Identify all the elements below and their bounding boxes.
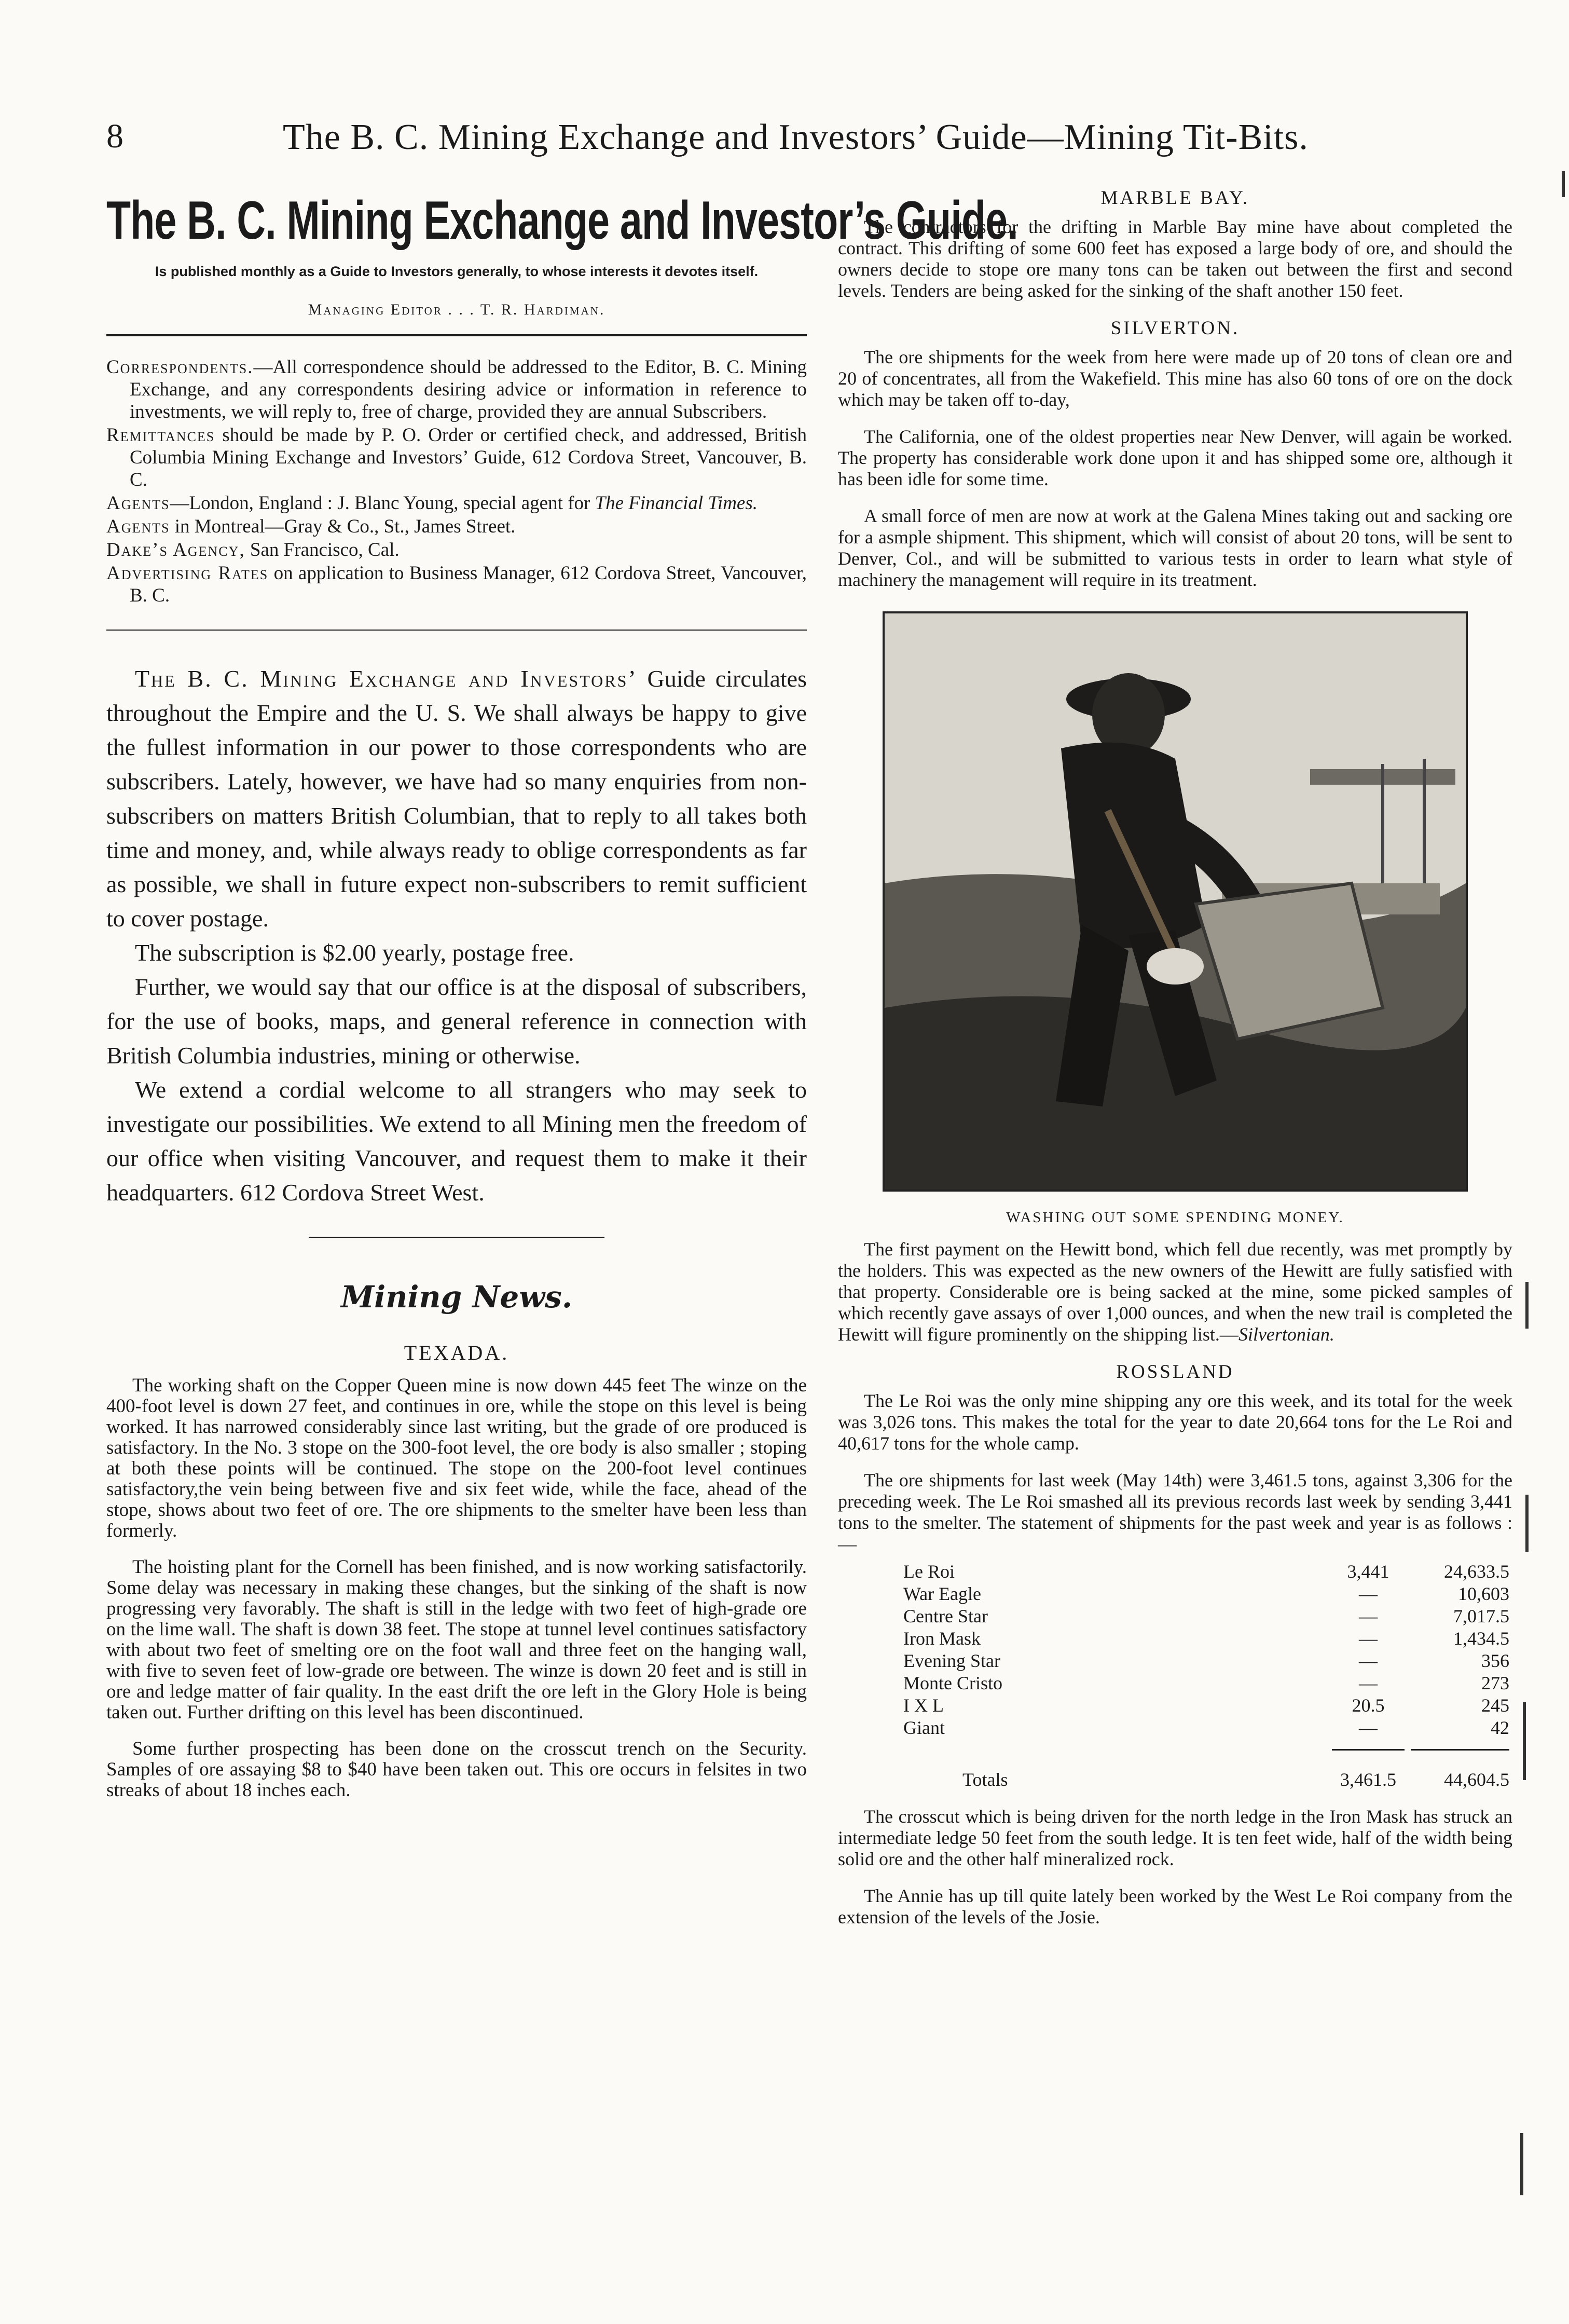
rossland-body	[838, 1390, 1512, 1555]
year-tons: 356	[1481, 1650, 1509, 1671]
hewitt-text: The first payment on the Hewitt bond, which fell due recently, was met promptly by the holders. This was expected as the new owners of the Hewitt are fully satisfied with that property. Considerable ore is being sacked at the mine, some picked samples of which recently gave assays of over 1,000 ounces, and when the new trail is completed the Hewitt will figure prominently on the shipping list.—	[838, 1239, 1512, 1345]
mine-name: Le Roi	[903, 1561, 955, 1582]
silverton-paragraph: A small force of men are now at work at the Galena Mines taking out and sacking ore for a asmple shipment. This shipment, which will consist of about 20 tons, will be sent to Denver, Col., and will be submitted to various tests in order to learn what style of machinery the management will require in its treatment.	[838, 505, 1512, 590]
mine-name: War Eagle	[903, 1583, 982, 1604]
intro-office: Further, we would say that our office is at the disposal of subscribers, for the use of books, maps, and general reference in connection with British Columbia industries, mining or otherwise.	[106, 974, 807, 1069]
masthead-title: The B. C. Mining Exchange and Investor’s Guide.	[106, 190, 1018, 251]
rossland-paragraph: The Annie has up till quite lately been worked by the West Le Roi company from the extension of the levels of the Josie.	[838, 1885, 1512, 1927]
mine-name: Giant	[903, 1717, 945, 1738]
rule-cell	[1408, 1739, 1512, 1761]
notice-text: in Montreal—Gray & Co., St., James Street.	[170, 516, 516, 537]
intro-lead-caps: The B. C. Mining Exchange and Investors’	[135, 665, 638, 692]
notice-text: on application to Business Manager, 612 Cordova Street, Vancouver, B. C.	[130, 563, 807, 606]
table-row	[900, 1627, 1512, 1649]
mine-name: I X L	[903, 1694, 944, 1716]
totals-rule-row	[900, 1739, 1512, 1761]
notice-lead: Agents	[106, 516, 170, 537]
mine-name: Monte Cristo	[903, 1672, 1003, 1693]
table-row	[900, 1649, 1512, 1672]
silverton-paragraph: The ore shipments for the week from here were made up of 20 tons of clean ore and 20 of concentrates, all from the Wakefield. This mine has also 60 tons of ore on the dock which may be taken off to-day,	[838, 347, 1512, 410]
managing-name: T. R. Hardiman.	[480, 301, 605, 318]
hewitt-paragraph	[838, 1239, 1512, 1345]
notice-lead: Remittances	[106, 425, 215, 446]
silverton-paragraph: The California, one of the oldest properties near New Denver, will again be worked. The property has considerable work done upon it and has shipped some ore, although it has been idle for some time.	[838, 426, 1512, 489]
table-row	[900, 1716, 1512, 1739]
notice-italic: The Financial Times.	[595, 493, 758, 514]
mine-name: Centre Star	[903, 1605, 988, 1626]
hewitt-body	[838, 1239, 1512, 1345]
shipments-table	[900, 1560, 1512, 1790]
week-tons: —	[1359, 1717, 1378, 1738]
week-tons: 20.5	[1352, 1694, 1385, 1716]
edge-mark	[1525, 1282, 1529, 1329]
notice-text: —London, England : J. Blanc Young, special agent for	[170, 493, 595, 514]
silverton-heading: SILVERTON.	[1110, 318, 1240, 339]
week-tons: 3,441	[1347, 1561, 1389, 1582]
photo-caption: WASHING OUT SOME SPENDING MONEY.	[1006, 1209, 1344, 1226]
notices-block	[106, 356, 807, 607]
totals-label: Totals	[962, 1769, 1008, 1790]
marble-bay-heading: MARBLE BAY.	[1100, 187, 1250, 209]
intro-welcome: We extend a cordial welcome to all strangers who may seek to investigate our possibilities. We extend to all Mining men the freedom of our office when visiting Vancouver, and request them to make it their headquarters. 612 Cordova Street West.	[106, 1076, 807, 1206]
notice-text: San Francisco, Cal.	[245, 539, 400, 561]
hewitt-source: Silvertonian.	[1238, 1324, 1334, 1345]
rossland-body-continued	[838, 1806, 1512, 1928]
week-tons: —	[1359, 1583, 1378, 1604]
totals-rule	[1411, 1749, 1509, 1751]
notice-lead: Advertising Rates	[106, 563, 269, 584]
running-head	[106, 117, 1455, 163]
page-number: 8	[106, 117, 123, 155]
rossland-paragraph: The Le Roi was the only mine shipping any ore this week, and its total for the week was 3,026 tons. This makes the total for the year to date 20,664 tons for the Le Roi and 40,617 tons for the whole camp.	[838, 1390, 1512, 1454]
table-row	[900, 1672, 1512, 1694]
table-row	[900, 1605, 1512, 1627]
week-tons: —	[1359, 1650, 1378, 1671]
notices-rule	[106, 630, 807, 631]
miner-photo-illustration	[885, 613, 1466, 1190]
year-tons: 1,434.5	[1453, 1628, 1509, 1649]
mine-name: Evening Star	[903, 1650, 1000, 1671]
year-tons: 24,633.5	[1444, 1561, 1509, 1582]
miner-photo	[883, 611, 1468, 1192]
intro-paragraph	[106, 662, 807, 936]
edge-mark	[1520, 2133, 1523, 2195]
edge-mark	[1523, 1702, 1526, 1780]
right-column	[838, 187, 1512, 1944]
marble-bay-paragraph: The contractors for the drifting in Marble Bay mine have about completed the contract. This drifting of some 600 feet has exposed a large body of ore, and should the owners decide to stope ore many tons can be taken out between the first and second levels. Tenders are being asked for the sinking of the shaft another 150 feet.	[838, 216, 1512, 301]
rule-cell	[900, 1739, 1329, 1761]
table-row	[900, 1694, 1512, 1716]
edge-mark	[1525, 1495, 1529, 1552]
texada-paragraph: The working shaft on the Copper Queen mine is now down 445 feet The winze on the 400-foot level is down 27 feet, and continues in ore, while the stope on this level is being worked. It has narrowed considerably since last writing, but the grade of ore produced is satisfactory. In the No. 3 stope on the 300-foot level, the ore body is also smaller ; stoping at both these points will be continued. The stope on the 200-foot level continues satisfactory,the vein being between five and six feet wide, while the face, ahead of the stope, shows about two feet of ore. The ore shipments to the smelter have been less than formerly.	[106, 1375, 807, 1541]
rossland-paragraph: The crosscut which is being driven for the north ledge in the Iron Mask has struck an intermediate ledge 50 feet from the south ledge. It is ten feet wide, half of the width being solid ore and the other half mineralized rock.	[838, 1806, 1512, 1869]
running-title: The B. C. Mining Exchange and Investors’ Guide—Mining Tit-Bits.	[283, 117, 1309, 157]
notice-lead: Dake’s Agency,	[106, 539, 245, 561]
section-rule	[309, 1237, 604, 1238]
silverton-body	[838, 347, 1512, 591]
intro-subscription: The subscription is $2.00 yearly, postage free.	[135, 939, 574, 966]
managing-label: Managing Editor . . .	[308, 301, 475, 318]
year-tons: 10,603	[1458, 1583, 1509, 1604]
table-row	[900, 1582, 1512, 1605]
intro-block	[106, 662, 807, 1210]
mine-name: Iron Mask	[903, 1628, 981, 1649]
rossland-paragraph: The ore shipments for last week (May 14th) were 3,461.5 tons, against 3,306 for the preceding week. The Le Roi smashed all its previous records last week by sending 3,441 tons to the smelter. The statement of shipments for the past week and year is as follows :—	[838, 1470, 1512, 1554]
notice-advertising	[106, 562, 807, 607]
texada-paragraph: The hoisting plant for the Cornell has been finished, and is now working satisfactorily. Some delay was necessary in making these changes, but the sinking of the shaft is now progressing very favorably. The shaft is still in the ledge with two feet of high-grade ore on the lime wall. The shaft is down 38 feet. The stope at tunnel level continues satisfactory with about two feet of smelting ore on the foot wall and three feet on the hanging wall, with five to seven feet of low-grade ore between. The winze is down 20 feet and is still in ore and ledge matter of fair quality. In the east drift the ore left in the Glory Hole is being taken out. Further drifting on this level has been discontinued.	[106, 1556, 807, 1723]
notice-remittances	[106, 424, 807, 491]
notice-text: —All correspondence should be addressed to the Editor, B. C. Mining Exchange, and any correspondents desiring advice or information in reference to investments, we will reply to, free of charge, provided they are annual Subscribers.	[130, 357, 807, 422]
year-tons: 42	[1491, 1717, 1509, 1738]
totals-year: 44,604.5	[1444, 1769, 1509, 1790]
totals-rule	[1332, 1749, 1405, 1751]
year-tons: 273	[1481, 1672, 1509, 1693]
notice-dakes-agency	[106, 539, 807, 561]
rossland-heading: ROSSLAND	[1116, 1361, 1234, 1383]
mining-news-heading: Mining News.	[340, 1279, 573, 1315]
notice-agents-london	[106, 492, 807, 514]
year-tons: 7,017.5	[1453, 1605, 1509, 1626]
totals-row	[900, 1761, 1512, 1790]
texada-paragraph: Some further prospecting has been done on the crosscut trench on the Security. Samples of ore assaying $8 to $40 have been taken out. This ore occurs in felsites in two streaks of about 18 inches each.	[106, 1738, 807, 1801]
intro-text: Guide circulates throughout the Empire and the U. S. We shall always be happy to give the fullest information in our power to those correspondents who are subscribers. Lately, however, we have had so many enquiries from non-subscribers on matters British Columbian, that to reply to all takes both time and money, and, while always ready to oblige correspondents as far as possible, we shall in future expect non-subscribers to remit sufficient to cover postage.	[106, 665, 807, 932]
managing-editor-line	[106, 301, 807, 319]
masthead-subtitle: Is published monthly as a Guide to Investors generally, to whose interests it devotes itself.	[155, 264, 759, 279]
edge-mark	[1562, 171, 1565, 197]
texada-heading: TEXADA.	[404, 1341, 510, 1364]
notice-correspondents	[106, 356, 807, 423]
week-tons: —	[1359, 1605, 1378, 1626]
notice-lead: Correspondents.	[106, 357, 254, 378]
totals-week: 3,461.5	[1340, 1769, 1396, 1790]
texada-body	[106, 1375, 807, 1801]
rule-cell	[1329, 1739, 1408, 1761]
table-row	[900, 1560, 1512, 1582]
week-tons: —	[1359, 1672, 1378, 1693]
notice-lead: Agents	[106, 493, 170, 514]
notice-text: should be made by P. O. Order or certified check, and addressed, British Columbia Mining Exchange and Investors’ Guide, 612 Cordova Street, Vancouver, B. C.	[130, 425, 807, 490]
week-tons: —	[1359, 1628, 1378, 1649]
notice-agents-montreal	[106, 515, 807, 538]
year-tons: 245	[1481, 1694, 1509, 1716]
marble-bay-body	[838, 216, 1512, 302]
masthead-rule	[106, 334, 807, 336]
